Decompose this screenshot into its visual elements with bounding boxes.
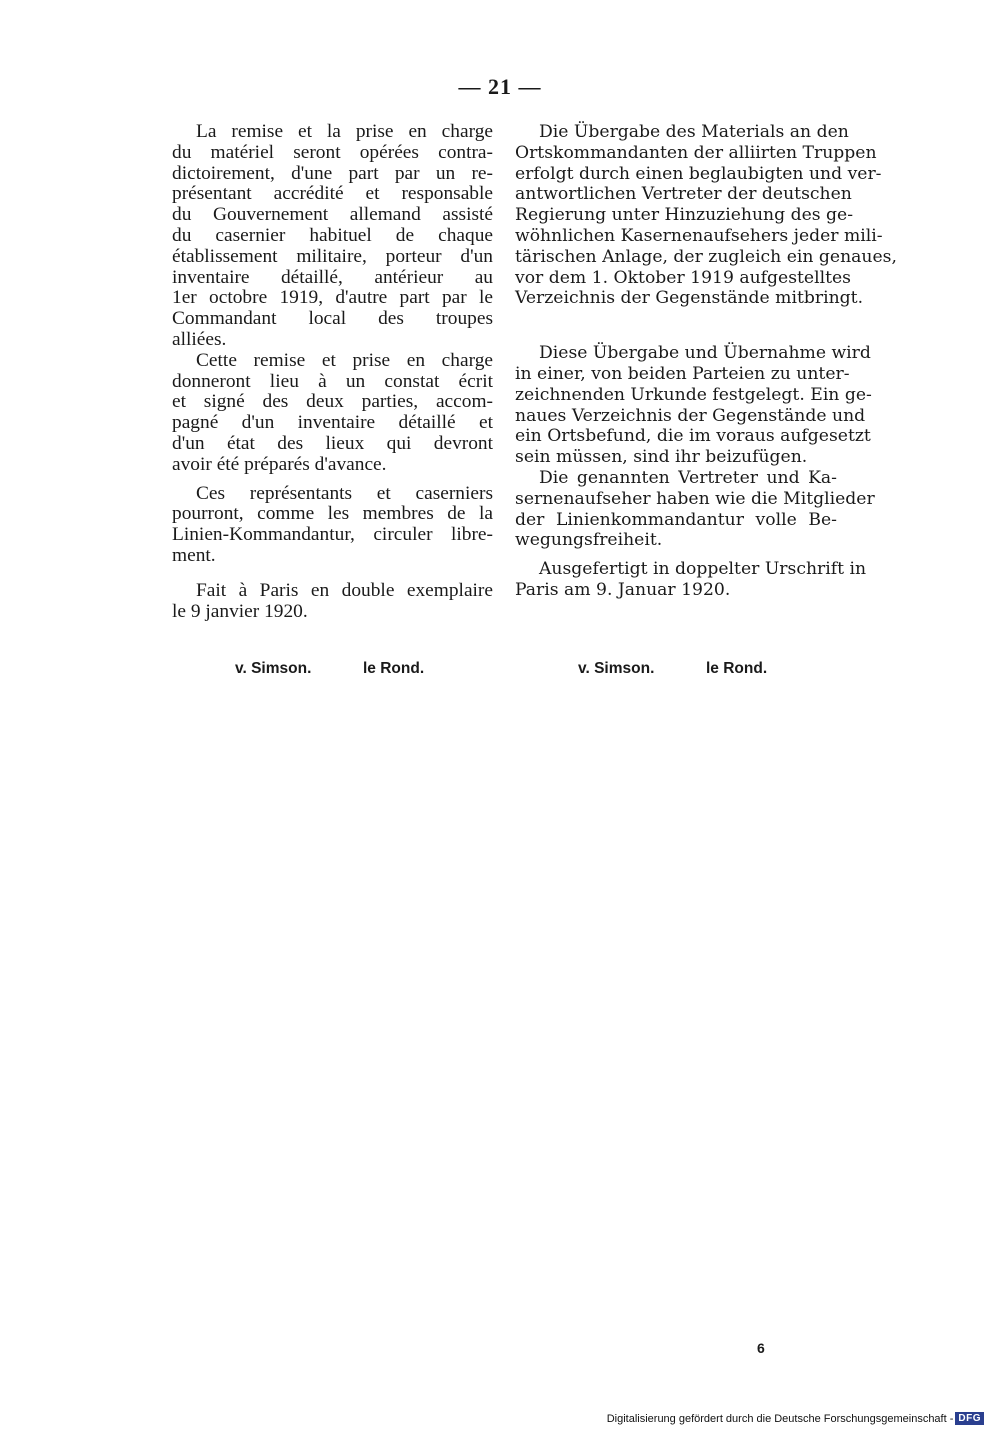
text-line: Cette remise et prise en charge — [196, 349, 493, 371]
german-paragraph-3 — [515, 467, 875, 551]
digitization-footer — [607, 1412, 984, 1425]
text-line: d'un état des lieux qui devront — [172, 432, 493, 454]
text-line: Ausgefertigt in doppelter Urschrift in — [539, 559, 867, 580]
text-line: wegungsfreiheit. — [515, 530, 663, 551]
text-line: tärischen Anlage, der zugleich ein genaues, — [515, 246, 897, 267]
text-line: in einer, von beiden Parteien zu unter- — [515, 363, 850, 384]
german-paragraph-1 — [515, 122, 897, 309]
text-line: avoir été préparés d'avance. — [172, 453, 387, 475]
signature-le-rond: le Rond. — [706, 660, 768, 677]
text-line: pagné d'un inventaire détaillé et — [172, 412, 493, 434]
text-line: Diese Übergabe und Übernahme wird — [539, 343, 871, 364]
text-line: du casernier habituel de chaque — [172, 224, 493, 246]
text-line: pourront, comme les membres de la — [172, 503, 493, 525]
signature-le-rond: le Rond. — [363, 660, 425, 677]
text-line: Regierung unter Hinzuziehung des ge- — [515, 205, 854, 226]
text-line: et signé des deux parties, accom- — [172, 391, 493, 413]
text-line: der Linienkommandantur volle Be- — [515, 509, 837, 530]
text-line: présentant accrédité et responsable — [172, 183, 493, 205]
french-paragraph-4 — [172, 581, 493, 623]
text-line: Verzeichnis der Gegenstände mitbringt. — [515, 288, 864, 309]
text-line: Linien-Kommandantur, circuler libre- — [172, 524, 493, 546]
german-column — [515, 122, 897, 601]
text-line: ein Ortsbefund, die im voraus aufgesetzt — [515, 426, 871, 447]
text-line: Die Übergabe des Materials an den — [539, 122, 849, 142]
footer-text: Digitalisierung gefördert durch die Deutsche Forschungsgemeinschaft - — [606, 1412, 954, 1425]
text-line: le 9 janvier 1920. — [172, 600, 308, 622]
text-line: zeichnenden Urkunde festgelegt. Ein ge- — [515, 384, 872, 405]
text-line: sernenaufseher haben wie die Mitglieder — [515, 488, 875, 509]
text-line: Die genannten Vertreter und Ka- — [539, 467, 837, 488]
text-line: Fait à Paris en double exemplaire — [196, 579, 493, 601]
french-column — [172, 122, 493, 622]
text-line: établissement militaire, porteur d'un — [172, 245, 493, 267]
text-line: du matériel seront opérées contra- — [172, 141, 493, 163]
text-line: naues Verzeichnis der Gegenstände und — [515, 405, 866, 426]
text-line: 1er octobre 1919, d'autre part par le — [172, 287, 493, 309]
german-paragraph-2 — [515, 343, 872, 468]
text-line: sein müssen, sind ihr beizufügen. — [515, 447, 808, 468]
german-paragraph-4 — [515, 559, 867, 601]
text-line: vor dem 1. Oktober 1919 aufgestelltes — [515, 267, 851, 288]
text-line: inventaire détaillé, antérieur au — [172, 266, 493, 288]
text-line: alliées. — [172, 328, 227, 350]
french-paragraph-1 — [172, 122, 493, 351]
french-paragraph-2 — [172, 351, 493, 476]
text-line: Ortskommandanten der alliirten Truppen — [515, 142, 877, 163]
text-line: Ces représentants et caserniers — [196, 482, 493, 504]
text-line: Commandant local des troupes — [172, 308, 493, 330]
text-line: Paris am 9. Januar 1920. — [515, 579, 731, 600]
text-line: donneront lieu à un constat écrit — [172, 370, 493, 392]
text-line: wöhnlichen Kasernenaufsehers jeder mili- — [515, 225, 883, 246]
signature-simson: v. Simson. — [235, 660, 312, 677]
text-line: ment. — [172, 544, 216, 566]
text-line: du Gouvernement allemand assisté — [172, 204, 493, 226]
sheet-mark: 6 — [757, 1340, 765, 1356]
dfg-logo-icon: DFG — [955, 1412, 984, 1425]
signature-simson: v. Simson. — [578, 660, 655, 677]
text-line: erfolgt durch einen beglaubigten und ver- — [515, 163, 882, 184]
text-line: antwortlichen Vertreter der deutschen — [515, 184, 852, 205]
text-line: La remise et la prise en charge — [196, 121, 493, 142]
french-paragraph-3 — [172, 484, 493, 567]
page-number: — 21 — — [458, 74, 542, 99]
text-line: dictoirement, d'une part par un re- — [172, 162, 493, 184]
